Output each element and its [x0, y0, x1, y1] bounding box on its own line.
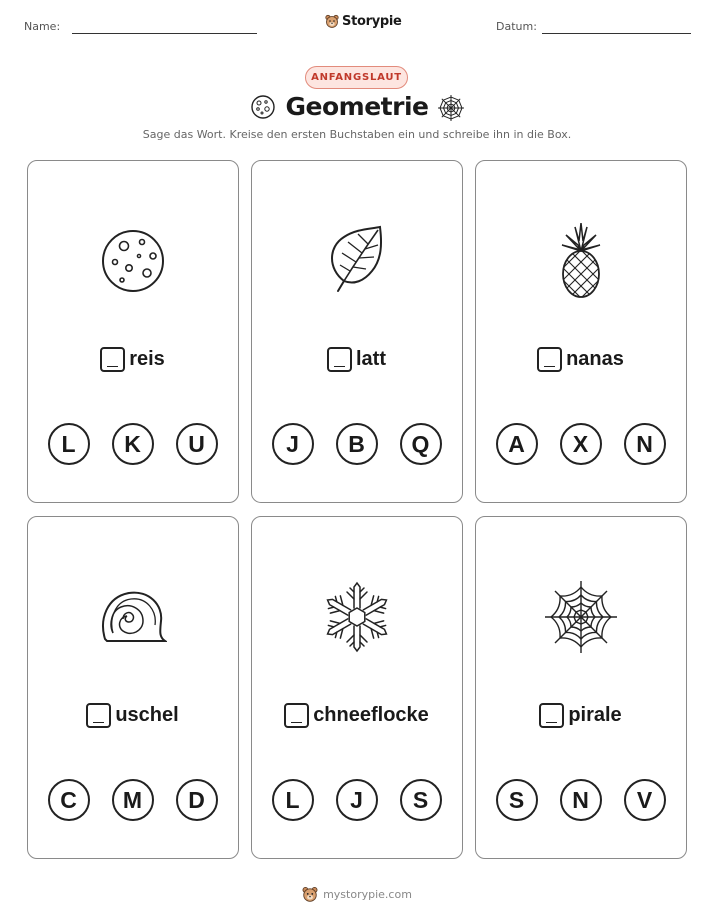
card-pineapple	[475, 160, 687, 503]
word-stem: uschel	[115, 704, 179, 726]
card-spider-web	[475, 516, 687, 859]
leaf-icon	[252, 221, 461, 301]
letter-choice[interactable]: L	[48, 423, 90, 465]
letter-choices	[476, 779, 685, 821]
word-row	[28, 347, 237, 372]
letter-choices	[28, 423, 237, 465]
letter-choices	[252, 423, 461, 465]
worksheet-header	[0, 0, 714, 50]
answer-box[interactable]	[537, 347, 562, 372]
date-line[interactable]	[542, 33, 691, 34]
letter-choice[interactable]: V	[624, 779, 666, 821]
letter-choice[interactable]: S	[400, 779, 442, 821]
pineapple-icon	[476, 221, 685, 301]
answer-box[interactable]	[327, 347, 352, 372]
letter-choices	[28, 779, 237, 821]
answer-box[interactable]	[100, 347, 125, 372]
word-row	[476, 703, 685, 728]
instructions: Sage das Wort. Kreise den ersten Buchstaben ein und schreibe ihn in die Box.	[142, 128, 572, 141]
letter-choice[interactable]: J	[336, 779, 378, 821]
word-stem: reis	[129, 348, 165, 370]
moon-icon	[28, 221, 237, 301]
title-row	[0, 92, 714, 124]
letter-choice[interactable]: K	[112, 423, 154, 465]
spider-web-icon	[476, 577, 685, 657]
answer-box[interactable]	[284, 703, 309, 728]
letter-choice[interactable]: U	[176, 423, 218, 465]
card-leaf	[251, 160, 463, 503]
word-row	[476, 347, 685, 372]
card-moon	[27, 160, 239, 503]
seashell-icon	[28, 577, 237, 657]
letter-choice[interactable]: A	[496, 423, 538, 465]
card-snowflake	[251, 516, 463, 859]
letter-choices	[476, 423, 685, 465]
name-line[interactable]	[72, 33, 257, 34]
brand-name: Storypie	[342, 14, 402, 29]
letter-choice[interactable]: M	[112, 779, 154, 821]
letter-choice[interactable]: L	[272, 779, 314, 821]
word-stem: latt	[356, 348, 386, 370]
letter-choices	[252, 779, 461, 821]
spider-web-icon	[437, 94, 465, 127]
word-row	[252, 703, 461, 728]
brand-logo	[325, 14, 402, 29]
letter-choice[interactable]: N	[560, 779, 602, 821]
word-stem: pirale	[568, 704, 622, 726]
name-label: Name:	[24, 20, 61, 33]
letter-choice[interactable]: B	[336, 423, 378, 465]
category-badge: ANFANGSLAUT	[305, 66, 408, 89]
letter-choice[interactable]: Q	[400, 423, 442, 465]
letter-choice[interactable]: J	[272, 423, 314, 465]
letter-choice[interactable]: S	[496, 779, 538, 821]
answer-box[interactable]	[86, 703, 111, 728]
page-title: Geometrie	[285, 92, 429, 121]
bear-mascot-icon	[302, 886, 318, 903]
word-stem: nanas	[566, 348, 624, 370]
answer-box[interactable]	[539, 703, 564, 728]
footer-url[interactable]: mystorypie.com	[323, 888, 412, 901]
word-row	[28, 703, 237, 728]
letter-choice[interactable]: X	[560, 423, 602, 465]
letter-choice[interactable]: D	[176, 779, 218, 821]
footer	[0, 886, 714, 903]
snowflake-icon	[252, 577, 461, 657]
card-seashell	[27, 516, 239, 859]
date-label: Datum:	[496, 20, 537, 33]
word-stem: chneeflocke	[313, 704, 429, 726]
letter-choice[interactable]: C	[48, 779, 90, 821]
letter-choice[interactable]: N	[624, 423, 666, 465]
word-row	[252, 347, 461, 372]
bear-mascot-icon	[325, 14, 339, 29]
